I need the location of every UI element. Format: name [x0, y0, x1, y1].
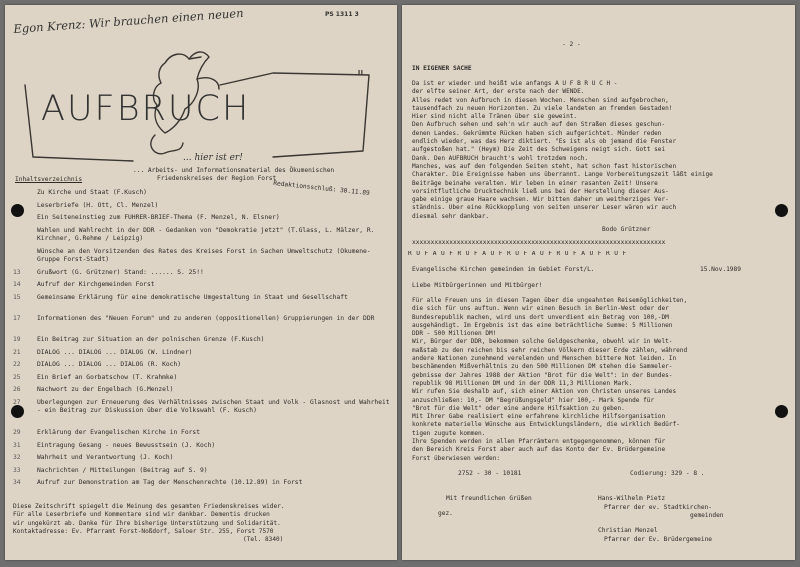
body-line: "Brot für die Welt" oder eine andere Hilfsaktion zu geben.	[412, 404, 625, 412]
intro-line: tausendfach zu neuen Horizonten. Zu viele landeten an fremden Gestaden!	[412, 104, 673, 112]
logo-subtitle: ... hier ist er!	[183, 153, 243, 163]
toc-row: 14 Aufruf der Kirchgemeinden Forst	[13, 281, 393, 294]
body-line: gebnisse der Jahres 1988 der Aktion "Brot für die Welt": in der Bundes-	[412, 371, 673, 379]
toc-entry: Ein Brief an Gorbatschow (T. Krahmke)	[37, 373, 178, 381]
body-line: Mit Ihrer Gabe realisiert eine erfahrene kirchliche Hilfsorganisation	[412, 413, 666, 421]
toc-entry: Aufruf zur Demonstration am Tag der Menschenrechte (10.12.89) in Forst	[37, 479, 303, 487]
signer-role: Pfarrer der Ev. Brüdergemeine	[604, 536, 713, 543]
intro-line: vorsintflutliche Drucktechnik ließ uns bei der Herstellung dieser Aus-	[412, 187, 669, 195]
toc-entry: DIALOG ... DIALOG ... DIALOG (R. Koch)	[37, 361, 182, 369]
toc-entry: Informationen des "Neuen Forum" und zu anderen (oppositionellen) Gruppierungen in der DDR	[37, 314, 375, 322]
intro-line: Manches, was auf den folgenden Seiten steht, hat schon fast historischen	[412, 162, 677, 170]
header-line: Friedenskreises der Region Forst	[157, 175, 277, 182]
toc-row	[13, 248, 393, 269]
intro-line: gabe einige graue Haare wachsen. Wir bitten daher um weitherziges Ver-	[412, 196, 669, 204]
aufruf-banner: R U F A U F R U F A U F R U F A U F R U F A U F R U F	[408, 251, 627, 257]
codierung: Codierung: 329 - 8 .	[630, 470, 705, 477]
church-line: Evangelische Kirchen gemeinden im Gebiet Forst/L.	[412, 266, 595, 273]
toc-entry: Nachrichten / Mitteilungen (Beitrag auf S. 9)	[37, 466, 208, 474]
left-page	[5, 5, 397, 560]
footer-line: (Tel. 8340)	[243, 536, 284, 544]
toc-row: 27 Überlegungen zur Erneuerung des Verhältnisses zwischen Staat und Volk - Glasnost und Wahrheit - ein Beitrag zur Diskussion über die Volkswahl (F. Kusch)	[13, 399, 393, 429]
toc-row: 21 DIALOG ... DIALOG ... DIALOG (W. Lindner)	[13, 349, 393, 362]
toc-row: 22 DIALOG ... DIALOG ... DIALOG (R. Koch)	[13, 361, 393, 374]
body-line: andere Nationen zunehmend verelenden und Menschen bittere Not leiden. In	[412, 355, 677, 363]
logo-hand	[151, 135, 183, 154]
toc-entry: Gemeinsame Erklärung für eine demokratische Umgestaltung in Staat und Gesellschaft	[37, 293, 348, 301]
logo-dove-wing	[197, 78, 219, 89]
toc-entry: Ein Beitrag zur Situation an der polnischen Grenze (F.Kusch)	[37, 335, 265, 343]
greeting: Mit freundlichen Grüßen	[446, 495, 532, 502]
page-number: - 2 -	[562, 41, 581, 48]
toc-row: 29 Erklärung der Evangelischen Kirche in Forst	[13, 429, 393, 442]
intro-text	[412, 80, 777, 221]
body-line: die sich für uns auftun. Wenn wir einen Besuch in Berlin-West oder der	[412, 305, 669, 313]
body-line: ausgehändigt. Im Ergebnis ist das eine beträchtliche Summe: 5 Millionen	[412, 321, 673, 329]
redaktionsschluss: Redaktionsschluß: 30.11.89	[272, 179, 371, 198]
intro-line: Alles redet von Aufbruch in diesen Wochen. Menschen sind aufgebrochen,	[412, 96, 669, 104]
toc-entry: Nachwort zu der Engelbach (G.Menzel)	[37, 386, 174, 394]
toc-row: 33 Nachrichten / Mitteilungen (Beitrag auf S. 9)	[13, 467, 393, 480]
logo-quote-mark: "	[357, 67, 364, 85]
section-heading: IN EIGENER SACHE	[412, 65, 472, 72]
signer-role: Pfarrer der ev. Stadtkirchen-	[604, 504, 713, 511]
toc-entry: Wahlen und Wahlrecht in der DDR - Gedanken von "Demokratie jetzt" (T.Glass, L. Mälzer, R. Kirchner, G.Rehme / Leipzig)	[37, 226, 375, 243]
bank-account: 2752 - 30 - 10181	[458, 470, 522, 477]
body-line: DDR - 500 Millionen DM!	[412, 330, 497, 338]
toc-row	[13, 189, 393, 202]
toc-entry: Zu Kirche und Staat (F.Kusch)	[37, 189, 147, 196]
toc-entry: Überlegungen zur Erneuerung des Verhältnisses zwischen Staat und Volk - Glasnost und Wahrheit - ein Beitrag zur Diskussion über die Volkswahl (F. Kusch)	[37, 398, 390, 415]
toc-row: 13 Grußwort (G. Grützner) Stand: ...... S. 25!!	[13, 269, 393, 282]
toc-row	[13, 202, 393, 215]
toc-row	[13, 227, 393, 248]
body-line: maßstab zu den reichen bis sehr reichen Völkern dieser Erde zählen, während	[412, 346, 688, 354]
signer-role: gemeinden	[690, 512, 724, 519]
toc-header: Inhaltsverzeichnis	[15, 176, 83, 183]
body-line: den Bereich Kreis Forst aber auch auf das Konto der Ev. Brüdergemeine	[412, 446, 666, 454]
body-line: Wir rufen Sie deshalb auf, sich einer Aktion von Christen unseres Landes	[412, 388, 677, 396]
intro-line: der elfte seiner Art, der erste nach der WENDE.	[412, 88, 585, 96]
toc-row: 32 Wahrheit und Verantwortung (J. Koch)	[13, 454, 393, 467]
body-line: konkrete materielle Wünsche aus Entwicklungsländern, die wirklich Bedürf-	[412, 421, 680, 429]
handwritten-slogan: Egon Krenz: Wir brauchen einen neuen	[13, 5, 244, 36]
body-line: beschämenden Mißverhältnis zu den 500 Millionen DM stehen die Sammeler-	[412, 363, 673, 371]
signer-name: Christian Menzel	[598, 527, 658, 534]
toc-row	[13, 214, 393, 227]
toc-row: 19 Ein Beitrag zur Situation an der polnischen Grenze (F.Kusch)	[13, 336, 393, 349]
body-line: Wir, Bürger der DDR, bekommen solche Geldgeschenke, obwohl wir in Welt-	[412, 338, 673, 346]
toc-row: 25 Ein Brief an Gorbatschow (T. Krahmke)	[13, 374, 393, 387]
toc-entry: Aufruf der Kirchgemeinden Forst	[37, 281, 155, 289]
body-line: Für alle Freuen uns in diesen Tagen über die ungeahnten Reisemöglichkeiten,	[412, 297, 688, 304]
intro-line: Den Aufbruch sehen und seh'n wir auch auf den Straßen dieses geschun-	[412, 121, 666, 129]
toc-row: 17 Informationen des "Neuen Forum" und zu anderen (oppositionellen) Gruppierungen in der DDR	[13, 315, 393, 336]
header-line: ... Arbeits- und Informationsmaterial des Ökumenischen	[133, 167, 335, 174]
toc-entry: Grußwort (G. Grützner) Stand: ...... S. 25!!	[37, 268, 204, 276]
footer-line: Kontaktadresse: Ev. Pfarramt Forst-Noßdorf, Saloer Str. 255, Forst 7570	[13, 527, 274, 535]
footer-note	[13, 503, 393, 544]
intro-line: denen Landes. Gekrümmte Rücken haben sich aufgerichtet. Münder reden	[412, 129, 662, 137]
toc-row: 34 Aufruf zur Demonstration am Tag der Menschenrechte (10.12.89) in Forst	[13, 479, 393, 500]
table-of-contents	[13, 189, 393, 500]
footer-line: Diese Zeitschrift spiegelt die Meinung des gesamten Friedenskreises wider.	[13, 503, 285, 510]
toc-entry: Wünsche an den Vorsitzenden des Rates des Kreises Forst in Sachen Umweltschutz (Ökumene-Gruppe Forst-Stadt)	[37, 247, 371, 264]
toc-row: 31 Eintragung Gesang - neues Bewusstsein (J. Koch)	[13, 442, 393, 455]
body-line: Bundesrepublik machen, wird uns dort unverdient ein Betrag von 100,-DM	[412, 313, 669, 321]
intro-line: diesmal sehr dankbar.	[412, 212, 490, 220]
signature: Bodo Grützner	[602, 226, 651, 233]
intro-line: Hier sind nicht alle Tränen über sie geweint.	[412, 113, 578, 121]
body-line: republik 98 Millionen DM und in der DDR 11,3 Millionen Mark.	[412, 379, 633, 387]
logo-text: AUFBRUCH	[41, 89, 251, 129]
toc-row: 26 Nachwort zu der Engelbach (G.Menzel)	[13, 386, 393, 399]
intro-line: Da ist er wieder und heißt wie anfangs A U F B R U C H -	[412, 80, 618, 87]
archive-stamp: PS 1311 3	[325, 11, 359, 18]
intro-line: Beiträge beinahe veralten. Wir leben in einer rasanten Zeit! Unsere	[412, 179, 658, 187]
toc-entry: Erklärung der Evangelischen Kirche in Forst	[37, 428, 201, 436]
letter-date: 15.Nov.1989	[700, 266, 741, 273]
gez-label: gez.	[438, 510, 453, 517]
toc-entry: Eintragung Gesang - neues Bewusstsein (J. Koch)	[37, 441, 216, 449]
body-line: anzuschließen: 10,- DM "Begrüßungsgeld" hier 100,- Mark Spende für	[412, 396, 655, 404]
right-page	[402, 5, 795, 560]
toc-entry: Ein Seiteneinstieg zum FÜHRER-BRIEF-Thema (F. Menzel, N. Elsner)	[37, 214, 280, 222]
intro-line: Dank. Den AUFBRUCH braucht's wohl trotzdem noch.	[412, 154, 589, 162]
intro-line: Charakter. Die Ereignisse haben uns überrannt. Lange Vorbereitungszeit läßt einige	[412, 171, 713, 179]
toc-entry: Wahrheit und Verantwortung (J. Koch)	[37, 454, 174, 462]
toc-entry: Leserbriefe (H. Ott, Cl. Menzel)	[37, 201, 159, 209]
separator-line: xxxxxxxxxxxxxxxxxxxxxxxxxxxxxxxxxxxxxxxxxxxxxxxxxxxxxxxxxxxxxxxxxxxx	[412, 240, 666, 246]
toc-row: 15 Gemeinsame Erklärung für eine demokratische Umgestaltung in Staat und Gesellschaft	[13, 294, 393, 315]
signer-name: Hans-Wilhelm Pietz	[598, 495, 666, 502]
intro-line: ständnis. Über eine Rückkopplung von seiten unserer Leser wären wir auch	[412, 204, 677, 212]
intro-line: aufgestoßen hat." (Heym) Die Zeit des Schweigens neigt sich. Gott sei	[412, 146, 666, 154]
toc-entry: DIALOG ... DIALOG ... DIALOG (W. Lindner)	[37, 348, 193, 356]
body-line: tigen zugute kommen.	[412, 429, 486, 437]
intro-line: endlich wieder, was das Herz diktiert. "Es ist als ob jemand die Fenster	[412, 138, 677, 146]
salutation: Liebe Mitbürgerinnen und Mitbürger!	[412, 282, 543, 289]
footer-line: wir ungekürzt ab. Danke für Ihre bisherige Unterstützung und Solidarität.	[13, 519, 281, 527]
letter-body	[412, 297, 780, 463]
body-line: Forst überwiesen werden:	[412, 454, 501, 462]
body-line: Ihre Spenden werden in allen Pfarrämtern entgegengenommen, können für	[412, 438, 666, 446]
footer-line: Für alle Leserbriefe und Kommentare sind wir dankbar. Dementis drucken	[13, 511, 270, 519]
